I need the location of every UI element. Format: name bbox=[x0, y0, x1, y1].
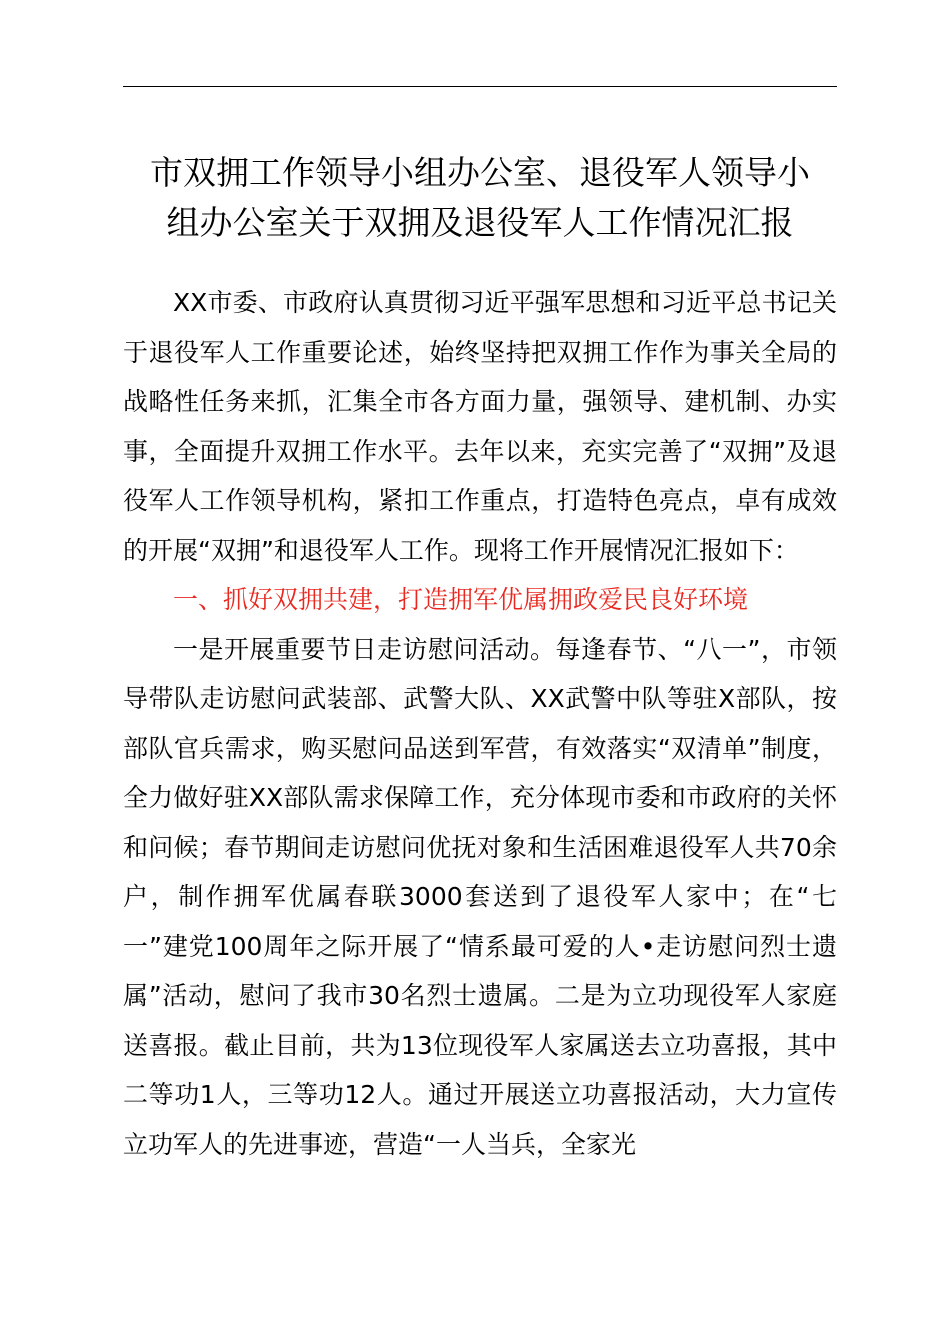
title-line-2: 组办公室关于双拥及退役军人工作情况汇报 bbox=[166, 203, 794, 242]
section-1-heading: 一、抓好双拥共建，打造拥军优属拥政爱民良好环境 bbox=[173, 585, 749, 614]
title-line-1: 市双拥工作领导小组办公室、退役军人领导小 bbox=[150, 153, 810, 192]
document-body bbox=[123, 278, 837, 1169]
section-1-paragraph: 一是开展重要节日走访慰问活动。每逢春节、“八一”，市领导带队走访慰问武装部、武警大队、XX武警中队等驻X部队，按部队官兵需求，购买慰问品送到军营，有效落实“双清单”制度，全力做好驻XX部队需求保障工作，充分体现市委和市政府的关怀和问候；春节期间走访慰问优抚对象和生活困难退役军人共70余户，制作拥军优属春联3000套送到了退役军人家中；在“七一”建党100周年之际开展了“情系最可爱的人•走访慰问烈士遗属”活动，慰问了我市30名烈士遗属。二是为立功现役军人家庭送喜报。截止目前，共为13位现役军人家属送去立功喜报，其中二等功1人，三等功12人。通过开展送立功喜报活动，大力宣传立功军人的先进事迹，营造“一人当兵，全家光 bbox=[123, 634, 837, 1159]
header-rule bbox=[123, 86, 837, 87]
intro-paragraph: XX市委、市政府认真贯彻习近平强军思想和习近平总书记关于退役军人工作重要论述，始终坚持把双拥工作作为事关全局的战略性任务来抓，汇集全市各方面力量，强领导、建机制、办实事，全面提升双拥工作水平。去年以来，充实完善了“双拥”及退役军人工作领导机构，紧扣工作重点，打造特色亮点，卓有成效的开展“双拥”和退役军人工作。现将工作开展情况汇报如下： bbox=[123, 288, 837, 565]
document-title bbox=[110, 148, 850, 248]
